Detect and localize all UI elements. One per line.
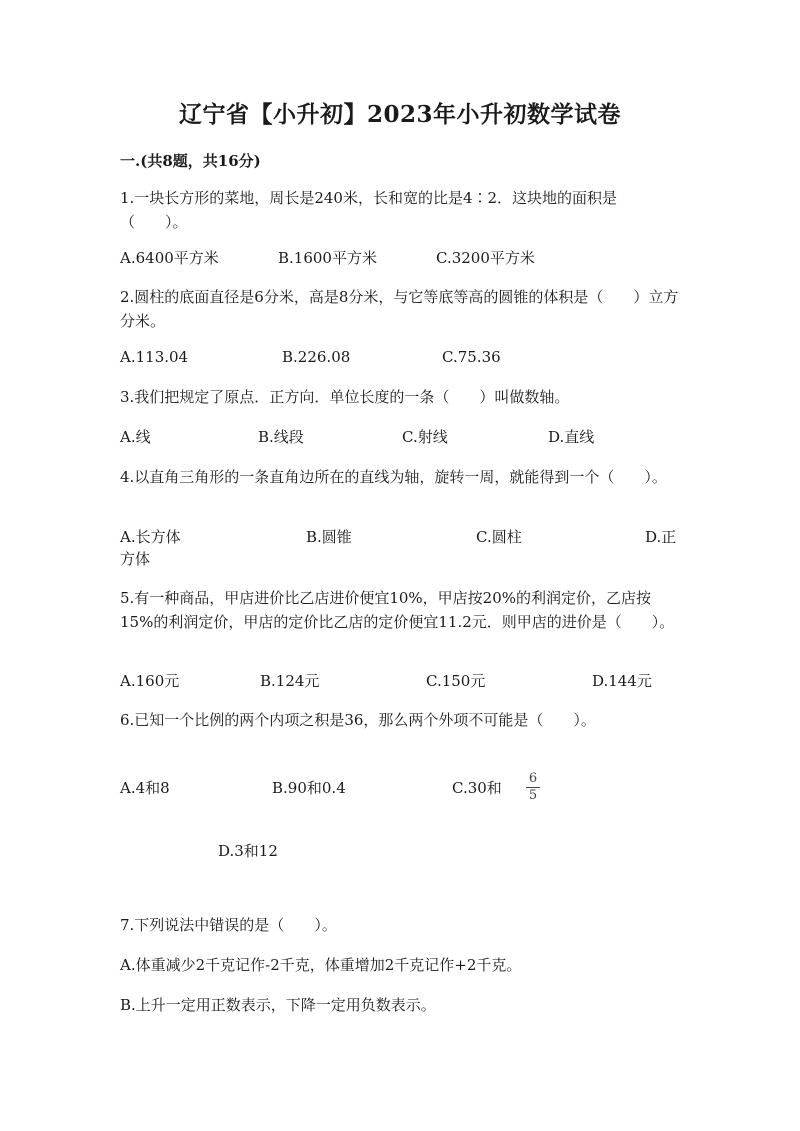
question-5: 5.有一种商品，甲店进价比乙店进价便宜10%，甲店按20%的利润定价，乙店按15%的利润定价，甲店的定价比乙店的定价便宜11.2元．则甲店的进价是（ ）。 [120,589,675,631]
q7-option-b[interactable]: B.上升一定用正数表示，下降一定用负数表示。 [120,996,436,1014]
fraction-numerator: 6 [528,771,538,786]
question-3: 3.我们把规定了原点．正方向．单位长度的一条（ ）叫做数轴。 [120,388,570,406]
q5-option-c[interactable]: C.150元 [426,672,486,690]
q1-option-b[interactable]: B.1600平方米 [278,249,377,267]
q4-option-a[interactable]: A.长方体 [120,528,181,546]
q4-option-d-continued: 方体 [120,550,151,568]
q1-option-c[interactable]: C.3200平方米 [436,249,535,267]
q6-option-a[interactable]: A.4和8 [120,779,170,797]
question-7: 7.下列说法中错误的是（ ）。 [120,916,337,934]
q3-option-a[interactable]: A.线 [120,428,151,446]
q6-option-c-fraction [526,772,540,803]
question-2: 2.圆柱的底面直径是6分米，高是8分米，与它等底等高的圆锥的体积是（ ）立方分米。 [120,288,679,330]
q2-option-b[interactable]: B.226.08 [282,348,351,366]
q4-option-d[interactable]: D.正 [645,528,677,546]
q6-option-d[interactable]: D.3和12 [218,842,278,860]
q3-option-c[interactable]: C.射线 [402,428,448,446]
q2-option-a[interactable]: A.113.04 [120,348,189,366]
q3-option-d[interactable]: D.直线 [548,428,595,446]
q5-option-b[interactable]: B.124元 [260,672,320,690]
q6-option-b[interactable]: B.90和0.4 [272,779,346,797]
q4-option-c[interactable]: C.圆柱 [476,528,522,546]
q3-option-b[interactable]: B.线段 [258,428,304,446]
q7-option-a[interactable]: A.体重减少2千克记作-2千克，体重增加2千克记作+2千克。 [120,956,522,974]
q1-option-a[interactable]: A.6400平方米 [120,249,219,267]
question-6: 6.已知一个比例的两个内项之积是36，那么两个外项不可能是（ ）。 [120,711,596,729]
q2-option-c[interactable]: C.75.36 [442,348,501,366]
section-heading: 一.(共8题，共16分) [120,152,261,170]
q6-option-c[interactable]: C.30和 [452,779,502,797]
page-title: 辽宁省【小升初】2023年小升初数学试卷 [178,101,621,128]
q4-option-b[interactable]: B.圆锥 [306,528,352,546]
fraction-denominator: 5 [528,788,538,803]
question-1: 1.一块长方形的菜地，周长是240米，长和宽的比是4∶2．这块地的面积是（ ）。 [120,189,618,231]
question-4: 4.以直角三角形的一条直角边所在的直线为轴，旋转一周，就能得到一个（ ）。 [120,468,667,486]
q5-option-a[interactable]: A.160元 [120,672,180,690]
q5-option-d[interactable]: D.144元 [592,672,652,690]
